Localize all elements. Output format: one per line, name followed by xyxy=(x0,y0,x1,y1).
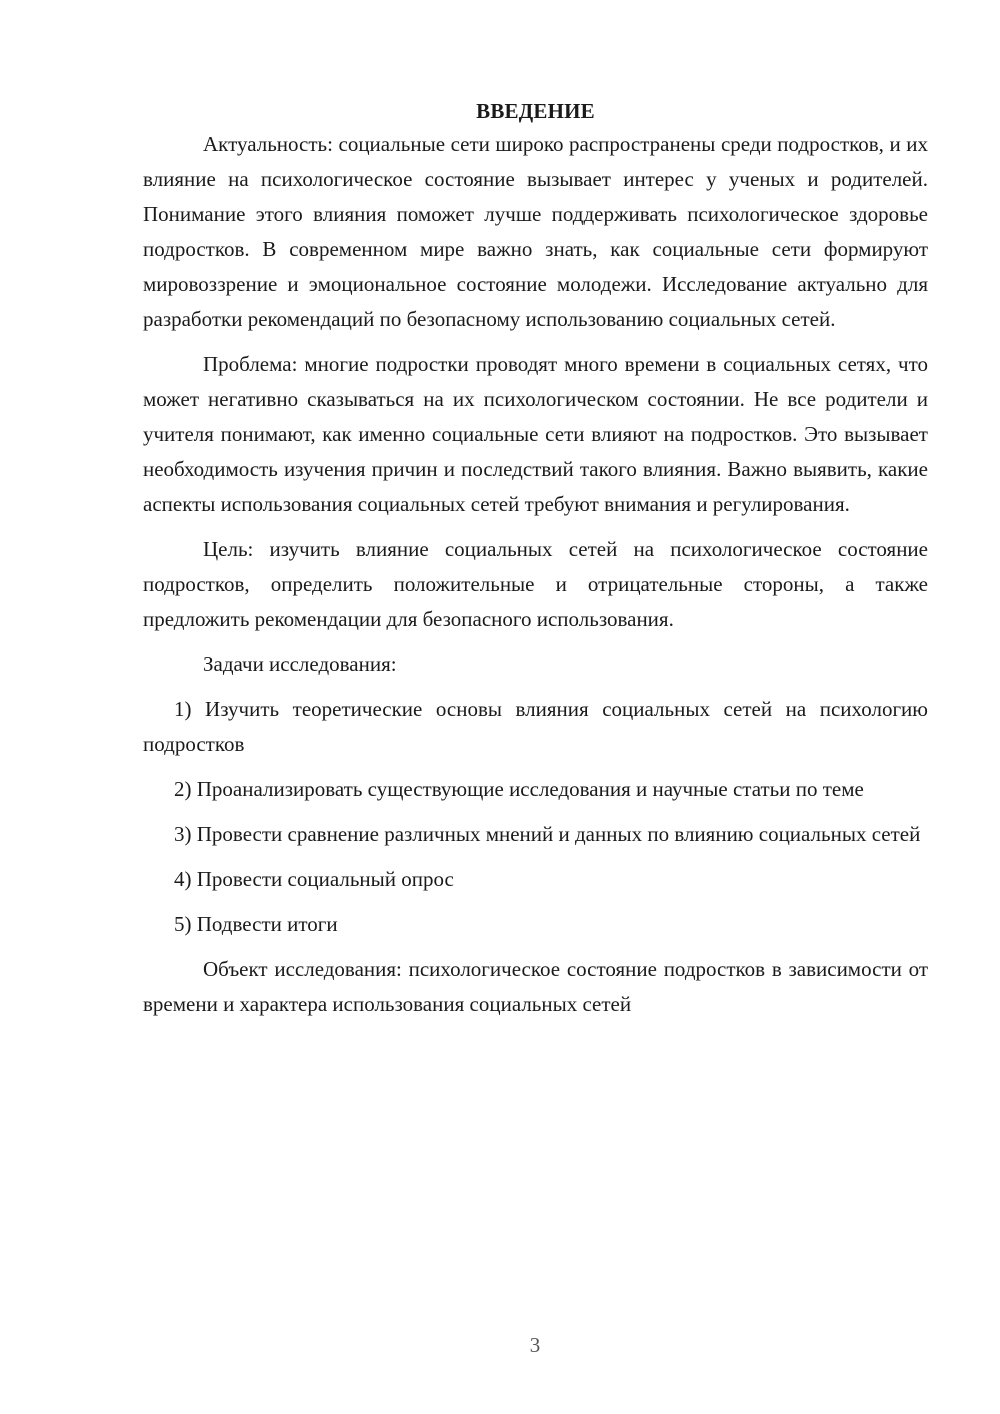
task-item: 5) Подвести итоги xyxy=(174,912,338,936)
page-number: 3 xyxy=(529,1333,541,1357)
problem-paragraph: Проблема: многие подростки проводят много времени в социальных сетях, что может негативно сказываться на их психологическом состоянии. Не все родители и учителя понимают, как именно социальные сети влияют на подростков. Это вызывает необходимость изучения причин и последствий такого влияния. Важно выявить, какие аспекты использования социальных сетей требуют внимания и регулирования. xyxy=(143,352,928,516)
task-item: 3) Провести сравнение различных мнений и данных по влиянию социальных сетей xyxy=(174,822,921,846)
object-paragraph: Объект исследования: психологическое состояние подростков в зависимости от времени и характера использования социальных сетей xyxy=(143,957,928,1016)
document-page xyxy=(143,95,928,1032)
task-item: 2) Проанализировать существующие исследования и научные статьи по теме xyxy=(174,777,864,801)
task-item: 4) Провести социальный опрос xyxy=(174,867,454,891)
section-title: ВВЕДЕНИЕ xyxy=(476,99,595,123)
goal-paragraph: Цель: изучить влияние социальных сетей на психологическое состояние подростков, определить положительные и отрицательные стороны, а также предложить рекомендации для безопасного использования. xyxy=(143,537,928,631)
relevance-paragraph: Актуальность: социальные сети широко распространены среди подростков, и их влияние на психологическое состояние вызывает интерес у ученых и родителей. Понимание этого влияния поможет лучше поддерживать психологическое здоровье подростков. В современном мире важно знать, как социальные сети формируют мировоззрение и эмоциональное состояние молодежи. Исследование актуально для разработки рекомендаций по безопасному использованию социальных сетей. xyxy=(143,132,928,331)
tasks-heading: Задачи исследования: xyxy=(203,652,397,676)
task-item: 1) Изучить теоретические основы влияния социальных сетей на психологию подростков xyxy=(143,697,928,756)
